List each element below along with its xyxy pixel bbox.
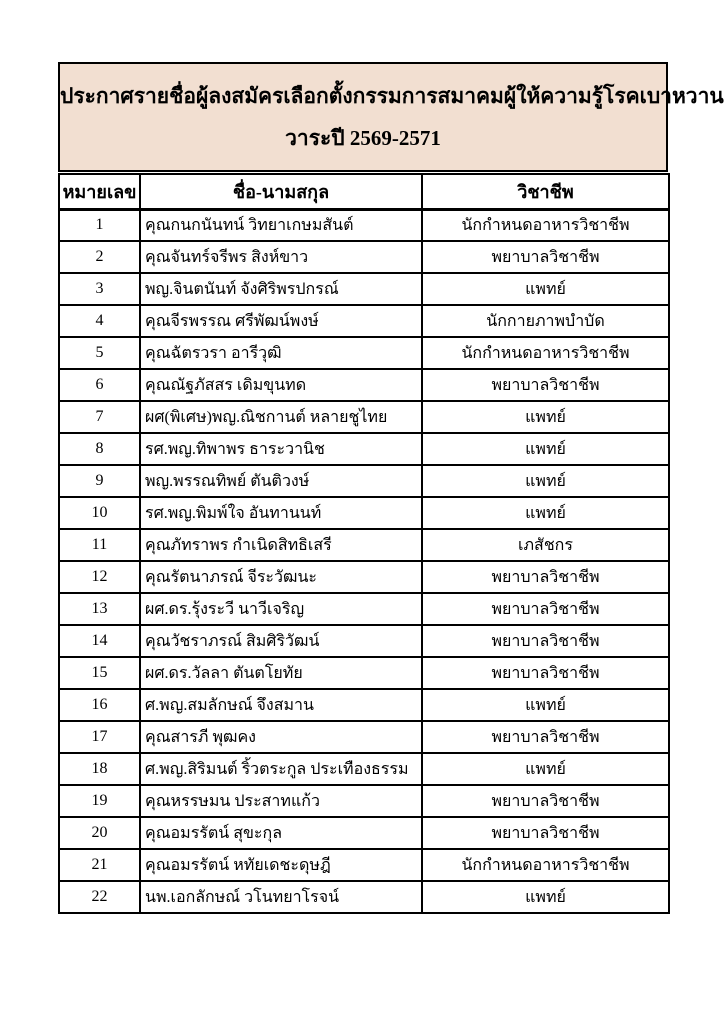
announcement-title: ประกาศรายชื่อผู้ลงสมัครเลือกตั้งกรรมการสมาคมผู้ให้ความรู้โรคเบาหวาน xyxy=(60,83,724,108)
candidate-number: 11 xyxy=(59,529,140,561)
candidate-profession: พยาบาลวิชาชีพ xyxy=(422,241,669,273)
candidate-profession: แพทย์ xyxy=(422,689,669,721)
column-header-profession: วิชาชีพ xyxy=(422,174,669,209)
candidate-profession: พยาบาลวิชาชีพ xyxy=(422,721,669,753)
column-header-name: ชื่อ-นามสกุล xyxy=(140,174,422,209)
candidate-number: 4 xyxy=(59,305,140,337)
table-row xyxy=(59,721,669,753)
candidate-number: 10 xyxy=(59,497,140,529)
candidate-profession: นักกำหนดอาหารวิชาชีพ xyxy=(422,337,669,369)
table-row xyxy=(59,305,669,337)
candidate-number: 6 xyxy=(59,369,140,401)
candidate-profession: แพทย์ xyxy=(422,497,669,529)
candidate-number: 1 xyxy=(59,209,140,241)
announcement-document xyxy=(58,62,724,914)
candidate-profession: เภสัชกร xyxy=(422,529,669,561)
candidate-name: คุณรัตนาภรณ์ จีระวัฒนะ xyxy=(140,561,422,593)
announcement-term-years: วาระปี 2569-2571 xyxy=(285,126,441,150)
candidate-profession: นักกำหนดอาหารวิชาชีพ xyxy=(422,209,669,241)
candidate-number: 16 xyxy=(59,689,140,721)
table-row xyxy=(59,593,669,625)
candidate-name: คุณภัทราพร กำเนิดสิทธิเสรี xyxy=(140,529,422,561)
candidate-number: 20 xyxy=(59,817,140,849)
candidate-table-header xyxy=(59,174,669,209)
candidate-name: ผศ.ดร.วัลลา ตันตโยทัย xyxy=(140,657,422,689)
table-row xyxy=(59,241,669,273)
candidate-number: 5 xyxy=(59,337,140,369)
candidate-name: คุณสารภี พุฒคง xyxy=(140,721,422,753)
candidate-profession: นักกำหนดอาหารวิชาชีพ xyxy=(422,849,669,881)
candidate-name: นพ.เอกลักษณ์ วโนทยาโรจน์ xyxy=(140,881,422,913)
candidate-name: คุณอมรรัตน์ หทัยเดชะดุษฎี xyxy=(140,849,422,881)
table-row xyxy=(59,337,669,369)
candidate-profession: พยาบาลวิชาชีพ xyxy=(422,369,669,401)
table-row xyxy=(59,497,669,529)
candidate-name: คุณจันทร์จรีพร สิงห์ขาว xyxy=(140,241,422,273)
candidate-number: 18 xyxy=(59,753,140,785)
candidate-name: คุณหรรษมน ประสาทแก้ว xyxy=(140,785,422,817)
table-row xyxy=(59,209,669,241)
table-row xyxy=(59,817,669,849)
candidate-profession: พยาบาลวิชาชีพ xyxy=(422,593,669,625)
table-row xyxy=(59,273,669,305)
table-row xyxy=(59,753,669,785)
table-row xyxy=(59,529,669,561)
candidate-profession: แพทย์ xyxy=(422,433,669,465)
candidate-name: ผศ(พิเศษ)พญ.ณิชกานต์ หลายชูไทย xyxy=(140,401,422,433)
candidate-table xyxy=(58,173,670,914)
candidate-name: พญ.จินตนันท์ จังศิริพรปกรณ์ xyxy=(140,273,422,305)
candidate-name: คุณณัฐภัสสร เดิมขุนทด xyxy=(140,369,422,401)
candidate-number: 13 xyxy=(59,593,140,625)
candidate-name: รศ.พญ.ทิพาพร ธาระวานิช xyxy=(140,433,422,465)
candidate-profession: พยาบาลวิชาชีพ xyxy=(422,561,669,593)
table-row xyxy=(59,433,669,465)
candidate-name: คุณกนกนันทน์ วิทยาเกษมสันต์ xyxy=(140,209,422,241)
candidate-number: 15 xyxy=(59,657,140,689)
table-row xyxy=(59,657,669,689)
candidate-number: 3 xyxy=(59,273,140,305)
candidate-name: รศ.พญ.พิมพ์ใจ อันทานนท์ xyxy=(140,497,422,529)
column-header-number: หมายเลข xyxy=(59,174,140,209)
candidate-number: 8 xyxy=(59,433,140,465)
table-row xyxy=(59,785,669,817)
candidate-table-body xyxy=(59,209,669,913)
candidate-number: 19 xyxy=(59,785,140,817)
candidate-profession: แพทย์ xyxy=(422,273,669,305)
candidate-profession: พยาบาลวิชาชีพ xyxy=(422,657,669,689)
candidate-profession: พยาบาลวิชาชีพ xyxy=(422,625,669,657)
table-row xyxy=(59,689,669,721)
table-row xyxy=(59,401,669,433)
candidate-profession: แพทย์ xyxy=(422,465,669,497)
candidate-name: คุณฉัตรวรา อารีวุฒิ xyxy=(140,337,422,369)
candidate-number: 7 xyxy=(59,401,140,433)
candidate-number: 17 xyxy=(59,721,140,753)
candidate-name: ศ.พญ.สิริมนต์ ริ้วตระกูล ประเทืองธรรม xyxy=(140,753,422,785)
candidate-number: 22 xyxy=(59,881,140,913)
table-row xyxy=(59,849,669,881)
candidate-name: พญ.พรรณทิพย์ ตันติวงษ์ xyxy=(140,465,422,497)
table-row xyxy=(59,625,669,657)
table-row xyxy=(59,561,669,593)
candidate-number: 9 xyxy=(59,465,140,497)
candidate-profession: แพทย์ xyxy=(422,881,669,913)
table-row xyxy=(59,465,669,497)
candidate-name: คุณจีรพรรณ ศรีพัฒน์พงษ์ xyxy=(140,305,422,337)
candidate-profession: พยาบาลวิชาชีพ xyxy=(422,785,669,817)
candidate-name: ศ.พญ.สมลักษณ์ จึงสมาน xyxy=(140,689,422,721)
candidate-name: ผศ.ดร.รุ้งระวี นาวีเจริญ xyxy=(140,593,422,625)
announcement-header xyxy=(58,62,724,172)
table-row xyxy=(59,369,669,401)
candidate-number: 21 xyxy=(59,849,140,881)
candidate-name: คุณอมรรัตน์ สุขะกุล xyxy=(140,817,422,849)
candidate-name: คุณวัชราภรณ์ สิมศิริวัฒน์ xyxy=(140,625,422,657)
candidate-profession: แพทย์ xyxy=(422,753,669,785)
candidate-profession: นักกายภาพบำบัด xyxy=(422,305,669,337)
candidate-number: 2 xyxy=(59,241,140,273)
candidate-number: 14 xyxy=(59,625,140,657)
candidate-profession: พยาบาลวิชาชีพ xyxy=(422,817,669,849)
candidate-number: 12 xyxy=(59,561,140,593)
table-row xyxy=(59,881,669,913)
candidate-profession: แพทย์ xyxy=(422,401,669,433)
